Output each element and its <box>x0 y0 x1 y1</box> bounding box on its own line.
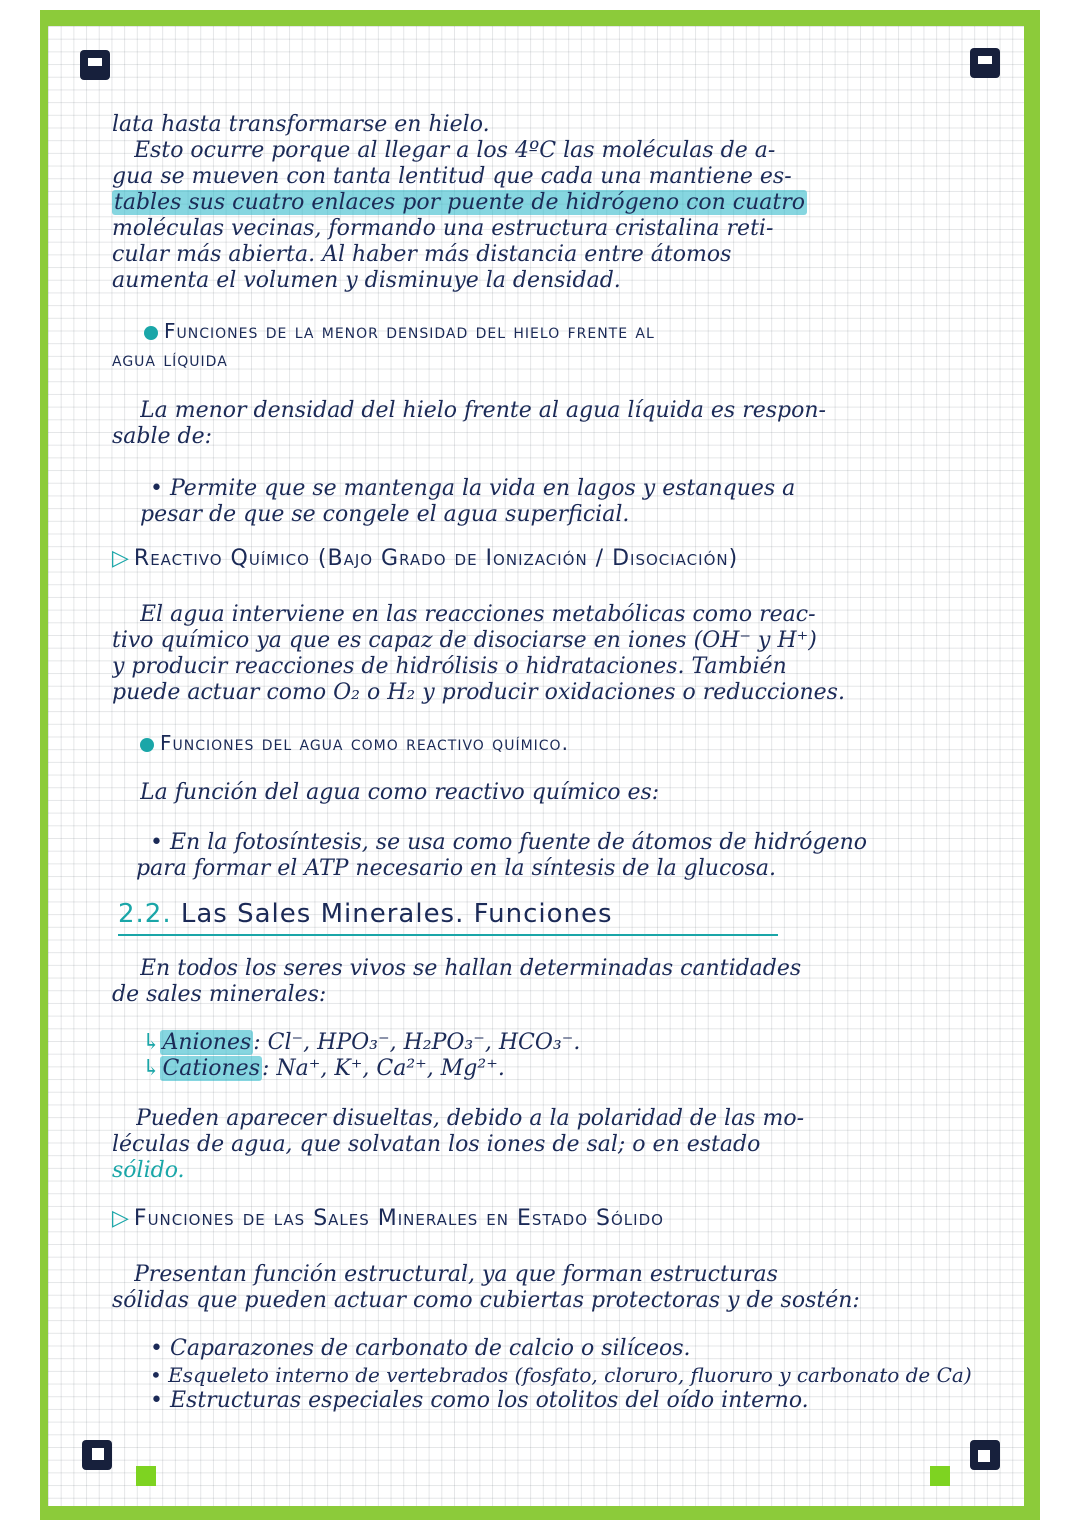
paragraph-water-function: La función del agua como reactivo químico es: <box>140 780 660 805</box>
triangle-bullet-icon: ▷ <box>112 1206 130 1231</box>
paragraph-dissolved-3: sólido. <box>112 1158 185 1183</box>
green-square-left <box>136 1466 156 1486</box>
paragraph-structural-2: sólidas que pueden actuar como cubiertas protectoras y de sostén: <box>112 1288 860 1313</box>
intro-line-2: Esto ocurre porque al llegar a los 4ºC las moléculas de a- <box>134 138 776 163</box>
paragraph-reagent-4: puede actuar como O₂ o H₂ y producir oxidaciones o reducciones. <box>112 680 845 705</box>
bullet-dot-icon <box>144 326 158 340</box>
intro-line-5: moléculas vecinas, formando una estructura cristalina reti- <box>112 216 774 241</box>
heading-chemical-reagent: ▷ Reactivo Químico (Bajo Grado de Ionización / Disociación) <box>112 546 739 571</box>
cations-line: ↳Cationes: Na⁺, K⁺, Ca²⁺, Mg²⁺. <box>142 1056 505 1081</box>
bullet-dot-icon <box>140 738 154 752</box>
anions-label: Aniones <box>162 1030 252 1055</box>
heading-water-reagent-functions: Funciones del agua como reactivo químico. <box>140 730 1040 756</box>
corner-marker-bottom-left <box>82 1440 112 1470</box>
corner-marker-top-left <box>80 50 110 80</box>
list-item-shells: • Caparazones de carbonato de calcio o silíceos. <box>150 1336 691 1361</box>
green-square-right <box>930 1466 950 1486</box>
bullet-photosynthesis-line-2: para formar el ATP necesario en la síntesis de la glucosa. <box>136 856 776 881</box>
cations-label: Cationes <box>162 1056 260 1081</box>
paragraph-reagent-3: y producir reacciones de hidrólisis o hidrataciones. También <box>112 654 787 679</box>
intro-line-6: cular más abierta. Al haber más distancia entre átomos <box>112 242 732 267</box>
intro-line-1: lata hasta transformarse en hielo. <box>112 112 490 137</box>
intro-line-3: gua se mueven con tanta lentitud que cada una mantiene es- <box>112 164 792 189</box>
cations-values: : Na⁺, K⁺, Ca²⁺, Mg²⁺. <box>262 1056 505 1081</box>
intro-line-4 <box>112 190 992 216</box>
list-item-skeleton: • Esqueleto interno de vertebrados (fosfato, cloruro, fluoruro y carbonato de Ca) <box>150 1363 972 1387</box>
triangle-bullet-icon: ▷ <box>112 546 130 571</box>
paragraph-reagent-2: tivo químico ya que es capaz de disociarse en iones (OH⁻ y H⁺) <box>112 628 817 653</box>
paragraph-dissolved-2: léculas de agua, que solvatan los iones de sal; o en estado <box>112 1132 761 1157</box>
intro-line-7: aumenta el volumen y disminuye la densidad. <box>112 268 621 293</box>
bullet-ice-life-line-2: pesar de que se congele el agua superficial. <box>140 502 630 527</box>
heading-ice-density-functions-line-2: agua líquida <box>112 347 228 371</box>
paragraph-ice-density-2: sable de: <box>112 424 213 449</box>
paragraph-structural-1: Presentan función estructural, ya que forman estructuras <box>134 1262 778 1287</box>
intro-line-4-text: tables sus cuatro enlaces por puente de hidrógeno con cuatro <box>114 190 806 215</box>
heading-ice-density-functions: Funciones de la menor densidad del hielo frente al <box>144 318 1044 344</box>
corner-marker-bottom-right <box>970 1440 1000 1470</box>
list-item-otoliths: • Estructuras especiales como los otolitos del oído interno. <box>150 1388 809 1413</box>
paragraph-ice-density-1: La menor densidad del hielo frente al agua líquida es respon- <box>140 398 826 423</box>
bullet-ice-life: • Permite que se mantenga la vida en lagos y estanques a <box>150 476 796 501</box>
anions-values: : Cl⁻, HPO₃⁻, H₂PO₃⁻, HCO₃⁻. <box>253 1030 581 1055</box>
section-title-mineral-salts <box>118 898 778 936</box>
section-number: 2.2. <box>118 899 172 929</box>
bullet-photosynthesis: • En la fotosíntesis, se usa como fuente de átomos de hidrógeno <box>150 830 868 855</box>
paragraph-salts-1: En todos los seres vivos se hallan determinadas cantidades <box>140 956 802 981</box>
paragraph-reagent-1: El agua interviene en las reacciones metabólicas como reac- <box>140 602 816 627</box>
section-title-text: Las Sales Minerales. Funciones <box>180 899 613 929</box>
paragraph-dissolved-1: Pueden aparecer disueltas, debido a la polaridad de las mo- <box>136 1106 805 1131</box>
paragraph-salts-2: de sales minerales: <box>112 982 327 1007</box>
heading-solid-salts-functions: ▷ Funciones de las Sales Minerales en Estado Sólido <box>112 1206 664 1231</box>
corner-marker-top-right <box>970 48 1000 78</box>
anions-line: ↳Aniones: Cl⁻, HPO₃⁻, H₂PO₃⁻, HCO₃⁻. <box>142 1030 581 1055</box>
